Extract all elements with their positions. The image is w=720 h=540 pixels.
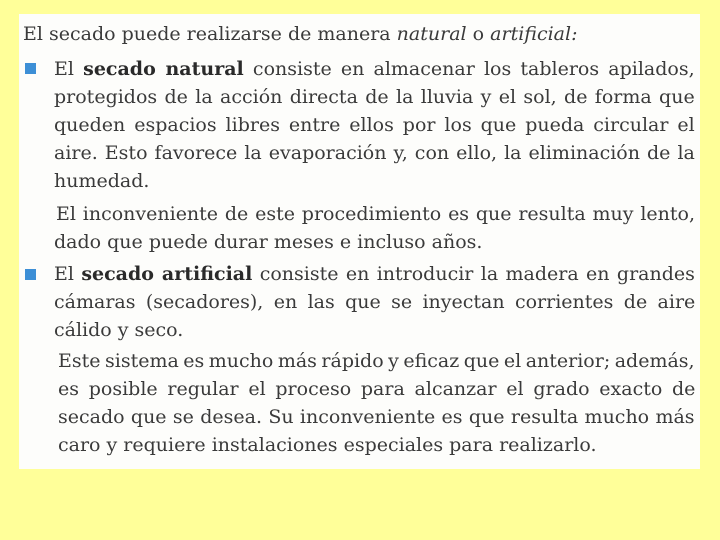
item1-line1 — [54, 57, 695, 81]
item2-line2: cámaras (secadores), en las que se inyectan corrientes de aire — [54, 291, 696, 313]
item1-line3: queden espacios libres entre ellos por los que pueda circular el — [54, 114, 695, 136]
intro-prefix: El secado puede realizarse de manera — [23, 23, 391, 45]
item2-line1 — [54, 262, 695, 286]
intro-natural: natural — [396, 23, 467, 45]
intro-o: o — [472, 23, 485, 45]
item2-note-line4: caro y requiere instalaciones especiales para realizarlo. — [58, 434, 597, 456]
item2-note-line1: Este sistema es mucho más rápido y eficaz que el anterior; además, — [58, 350, 695, 372]
item1-line1-rest: consiste en almacenar los tableros apilados, — [252, 58, 695, 80]
item1-line4: aire. Esto favorece la evaporación y, con ello, la eliminación de la — [54, 142, 695, 164]
item2-line1-rest: consiste en introducir la madera en grandes — [259, 263, 695, 285]
intro-artificial: artificial: — [490, 23, 578, 45]
bullet-square-icon — [25, 63, 36, 74]
item1-note-line2: dado que puede durar meses e incluso años. — [54, 231, 483, 253]
item2-note-line3: secado que se desea. Su inconveniente es que resulta mucho más — [58, 406, 695, 428]
scanned-text-page — [19, 14, 700, 469]
item1-line2: protegidos de la acción directa de la lluvia y el sol, de forma que — [54, 86, 695, 108]
item2-term: secado artificial — [81, 263, 253, 285]
bullet-square-icon — [25, 269, 36, 280]
item1-line5: humedad. — [54, 170, 150, 192]
item1-prefix: El — [54, 58, 74, 80]
intro-line — [23, 22, 578, 46]
item1-term: secado natural — [83, 58, 244, 80]
item2-prefix: El — [54, 263, 74, 285]
item2-line3: cálido y seco. — [54, 319, 184, 341]
item1-note-line1: El inconveniente de este procedimiento es que resulta muy lento, — [56, 203, 695, 225]
item2-note-line2: es posible regular el proceso para alcanzar el grado exacto de — [58, 378, 696, 400]
